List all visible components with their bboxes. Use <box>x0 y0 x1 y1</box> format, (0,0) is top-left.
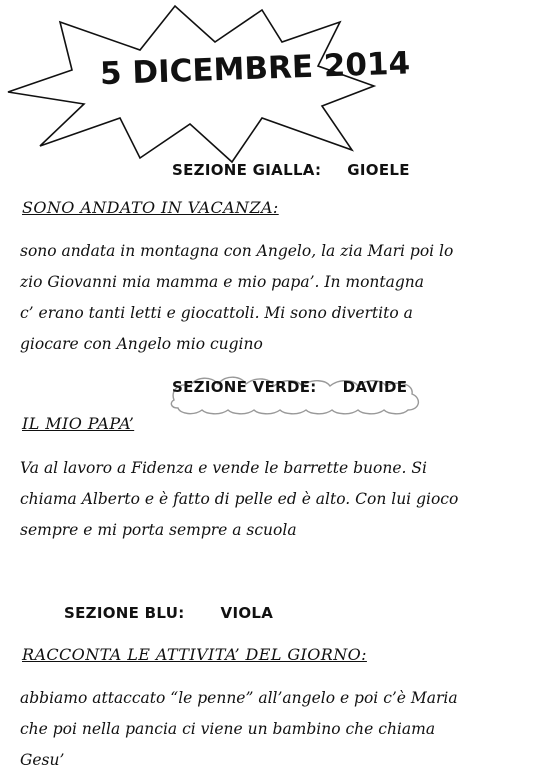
topic-title: SONO ANDATO IN VACANZA: <box>22 198 279 217</box>
text-line: Gesu’ <box>20 751 65 769</box>
date-title: 5 DICEMBRE 2014 <box>99 45 411 93</box>
text-line: giocare con Angelo mio cugino <box>20 335 263 353</box>
story-text <box>20 683 550 776</box>
story-text <box>20 236 550 360</box>
section-header-blu <box>64 604 273 622</box>
text-line: Va al lavoro a Fidenza e vende le barrette buone. Si <box>20 459 427 477</box>
child-name: GIOELE <box>347 161 410 179</box>
section-label: SEZIONE GIALLA: <box>172 161 322 179</box>
text-line: chiama Alberto e è fatto di pelle ed è alto. Con lui gioco <box>20 490 459 508</box>
section-label: SEZIONE BLU: <box>64 604 185 622</box>
text-line: abbiamo attaccato “le penne” all’angelo e poi c’è Maria <box>20 689 458 707</box>
topic-title: IL MIO PAPA’ <box>22 414 135 433</box>
text-line: c’ erano tanti letti e giocattoli. Mi sono divertito a <box>20 304 413 322</box>
child-name: VIOLA <box>220 604 274 622</box>
topic-title: RACCONTA LE ATTIVITA’ DEL GIORNO: <box>22 645 367 664</box>
text-line: zio Giovanni mia mamma e mio papa’. In montagna <box>20 273 425 291</box>
text-line: che poi nella pancia ci viene un bambino che chiama <box>20 720 436 738</box>
story-text <box>20 453 550 546</box>
section-header-verde <box>172 378 407 396</box>
section-header-gialla <box>172 161 410 179</box>
text-line: sono andata in montagna con Angelo, la zia Mari poi lo <box>20 242 454 260</box>
text-line: sempre e mi porta sempre a scuola <box>20 521 297 539</box>
child-name: DAVIDE <box>342 378 408 396</box>
section-label: SEZIONE VERDE: <box>172 378 317 396</box>
